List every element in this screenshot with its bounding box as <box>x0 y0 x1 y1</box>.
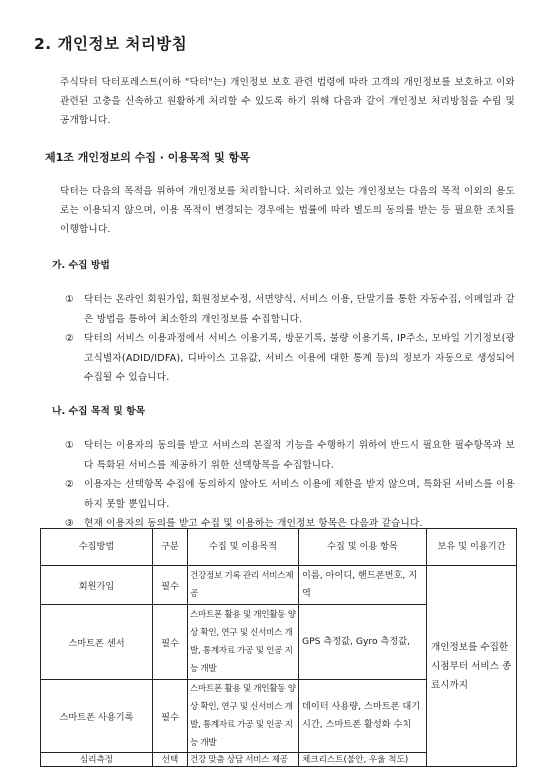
cell-type: 필수 <box>153 605 188 680</box>
table-row <box>41 566 517 605</box>
cell-method: 스마트폰 사용기록 <box>41 680 153 753</box>
collection-method-heading: 가. 수집 방법 <box>52 260 110 271</box>
cell-items: 데이터 사용량, 스마트폰 대기시간, 스마트폰 활성화 수치 <box>299 680 427 753</box>
section-title: 2. 개인정보 처리방침 <box>34 35 188 53</box>
cell-purpose: 스마트폰 활용 및 개인활동 양상 확인, 연구 및 신서비스 개발, 통계자료 가공 및 인공 지능 개발 <box>188 605 299 680</box>
intro-paragraph: 주식닥터 닥터포레스트(이하 "닥터"는) 개인정보 보호 관련 법령에 따라 고객의 개인정보를 보호하고 이와 관련된 고충을 신속하고 원활하게 처리할 수 있도록 하기 위해 다음과 같이 개인정보 처리방침을 수립 및 공개합니다. <box>60 77 515 126</box>
cell-method: 회원가입 <box>41 566 153 605</box>
list-item-text: 이용자는 선택항목 수집에 동의하지 않아도 서비스 이용에 제한을 받지 않으며, 특화된 서비스를 이용하지 못할 뿐입니다. <box>84 479 515 510</box>
list-item-number: ① <box>65 294 74 305</box>
cell-method: 심리측정 <box>41 753 153 767</box>
list-item-text: 닥터의 서비스 이용과정에서 서비스 이용기록, 방문기록, 불량 이용기록, IP주소, 모바일 기기정보(광고식별자(ADID/IDFA), 디바이스 고유값, 서비스 이용에 대한 통계 등)의 정보가 자동으로 생성되어 수집될 수 있습니다. <box>84 333 515 383</box>
header-purpose: 수집 및 이용목적 <box>188 529 299 566</box>
list-item-number: ③ <box>65 518 74 529</box>
cell-type: 필수 <box>153 566 188 605</box>
cell-method: 스마트폰 센서 <box>41 605 153 680</box>
list-item-number: ② <box>65 479 74 490</box>
list-item <box>65 475 515 514</box>
article-1-title: 제1조 개인정보의 수집 · 이용목적 및 항목 <box>45 151 250 164</box>
list-item-text: 현재 이용자의 동의를 받고 수집 및 이용하는 개인정보 항목은 다음과 같습니다. <box>84 518 423 529</box>
purpose-items-heading: 나. 수집 목적 및 항목 <box>52 406 146 417</box>
header-retention: 보유 및 이용기간 <box>427 529 517 566</box>
cell-items: 이름, 아이디, 핸드폰번호, 지역 <box>299 566 427 605</box>
cell-type: 선택 <box>153 753 188 767</box>
table-header-row <box>41 529 517 566</box>
list-item-number: ① <box>65 440 74 451</box>
header-method: 수집방법 <box>41 529 153 566</box>
cell-items: GPS 측정값, Gyro 측정값, <box>299 605 427 680</box>
list-item <box>65 290 515 329</box>
cell-purpose: 건강 맞춤 상담 서비스 제공 <box>188 753 299 767</box>
personal-info-table <box>40 528 517 767</box>
purpose-items-list <box>65 436 515 534</box>
cell-purpose: 건강정보 기록 관리 서비스제공 <box>188 566 299 605</box>
list-item-text: 닥터는 이용자의 동의를 받고 서비스의 본질적 기능을 수행하기 위하여 반드시 필요한 필수항목과 보다 특화된 서비스를 제공하기 위한 선택항목을 수집합니다. <box>84 440 515 471</box>
collection-method-list <box>65 290 515 388</box>
header-items: 수집 및 이용 항목 <box>299 529 427 566</box>
list-item <box>65 329 515 388</box>
list-item <box>65 436 515 475</box>
cell-retention: 개인정보를 수집한 시점부터 서비스 종료시까지 <box>427 566 517 767</box>
article-1-body: 닥터는 다음의 목적을 위하여 개인정보를 처리합니다. 처리하고 있는 개인정보는 다음의 목적 이외의 용도로는 이용되지 않으며, 이용 목적이 변경되는 경우에는 법률에 따라 별도의 동의를 받는 등 필요한 조치를 이행합니다. <box>60 186 515 235</box>
list-item-text: 닥터는 온라인 회원가입, 회원정보수정, 서면양식, 서비스 이용, 단말기를 통한 자동수집, 이메일과 같은 방법을 통하여 최소한의 개인정보를 수집합니다. <box>84 294 515 325</box>
cell-items: 체크리스트(불안, 우울 척도) <box>299 753 427 767</box>
cell-type: 필수 <box>153 680 188 753</box>
cell-purpose: 스마트폰 활용 및 개인활동 양상 확인, 연구 및 신서비스 개발, 통계자료 가공 및 인공 지능 개발 <box>188 680 299 753</box>
header-type: 구분 <box>153 529 188 566</box>
list-item-number: ② <box>65 333 74 344</box>
